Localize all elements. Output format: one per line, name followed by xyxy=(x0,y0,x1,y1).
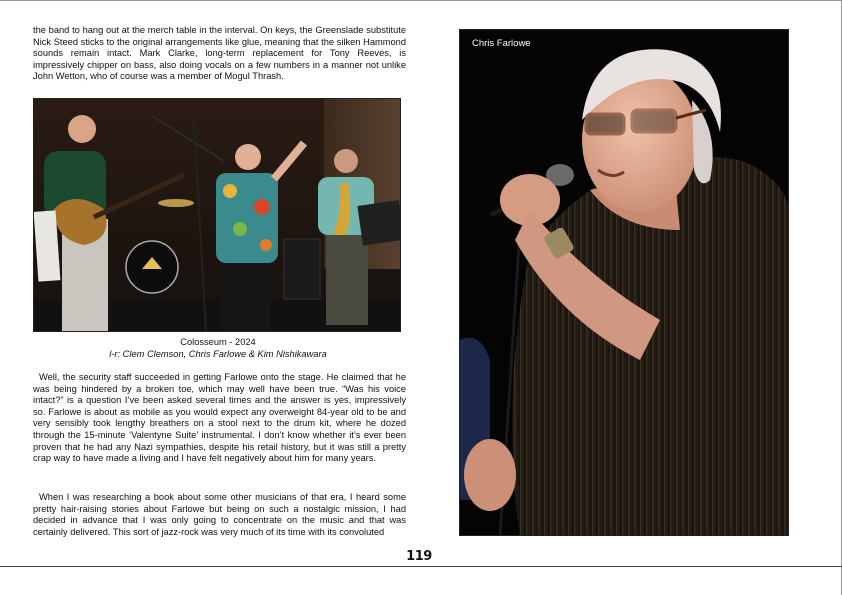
band-photo xyxy=(33,98,401,332)
footer-rule xyxy=(0,566,842,567)
body-paragraph-2: Well, the security staff succeeded in getting Farlowe onto the stage. He claimed that he was being hindered by a broken toe, which may well have been true. “Was his voice intact?” is a question I’ve been asked several times and the answer is yes, impressively so. Farlowe is about as mobile as you would expect any overweight 84-year old to be and very sensibly took lengthy breathers on a stool next to the drum kit, where he dozed through the 15-minute ‘Valentyne Suite’ instrumental. I don’t know whether it’s ever been proven that he had any Nazi sympathies, despite his retail history, but it was still a pretty crap way to have made a living and I have felt negatively about him for many years. xyxy=(33,372,406,464)
body-paragraph-3: When I was researching a book about some other musicians of that era, I heard some pretty hair-raising stories about Farlowe but being on such a nostalgic mission, I had decided in advance that I was only going to concentrate on the music and that was certainly delivered. This sort of jazz-rock was very much of its time with its convoluted xyxy=(33,492,406,537)
page-number: 119 xyxy=(406,549,432,564)
portrait-label: Chris Farlowe xyxy=(472,38,531,49)
body-paragraph-1: the band to hang out at the merch table in the interval. On keys, the Greenslade substitute Nick Steed sticks to the original arrangements like glue, meaning that the silken Hammond sounds remain intact. Mark Clarke, long-term replacement for Tony Reeves, is impressively chipper on bass, also doing vocals on a few numbers in a manner not unlike John Wetton, who of course was a member of Mogul Thrash. xyxy=(33,25,406,82)
page-edge-top xyxy=(0,0,842,1)
portrait-photo xyxy=(459,29,789,536)
figure-caption-credit: l-r: Clem Clemson, Chris Farlowe & Kim Nishikawara xyxy=(109,349,327,359)
figure-caption-title: Colosseum - 2024 xyxy=(180,337,256,347)
